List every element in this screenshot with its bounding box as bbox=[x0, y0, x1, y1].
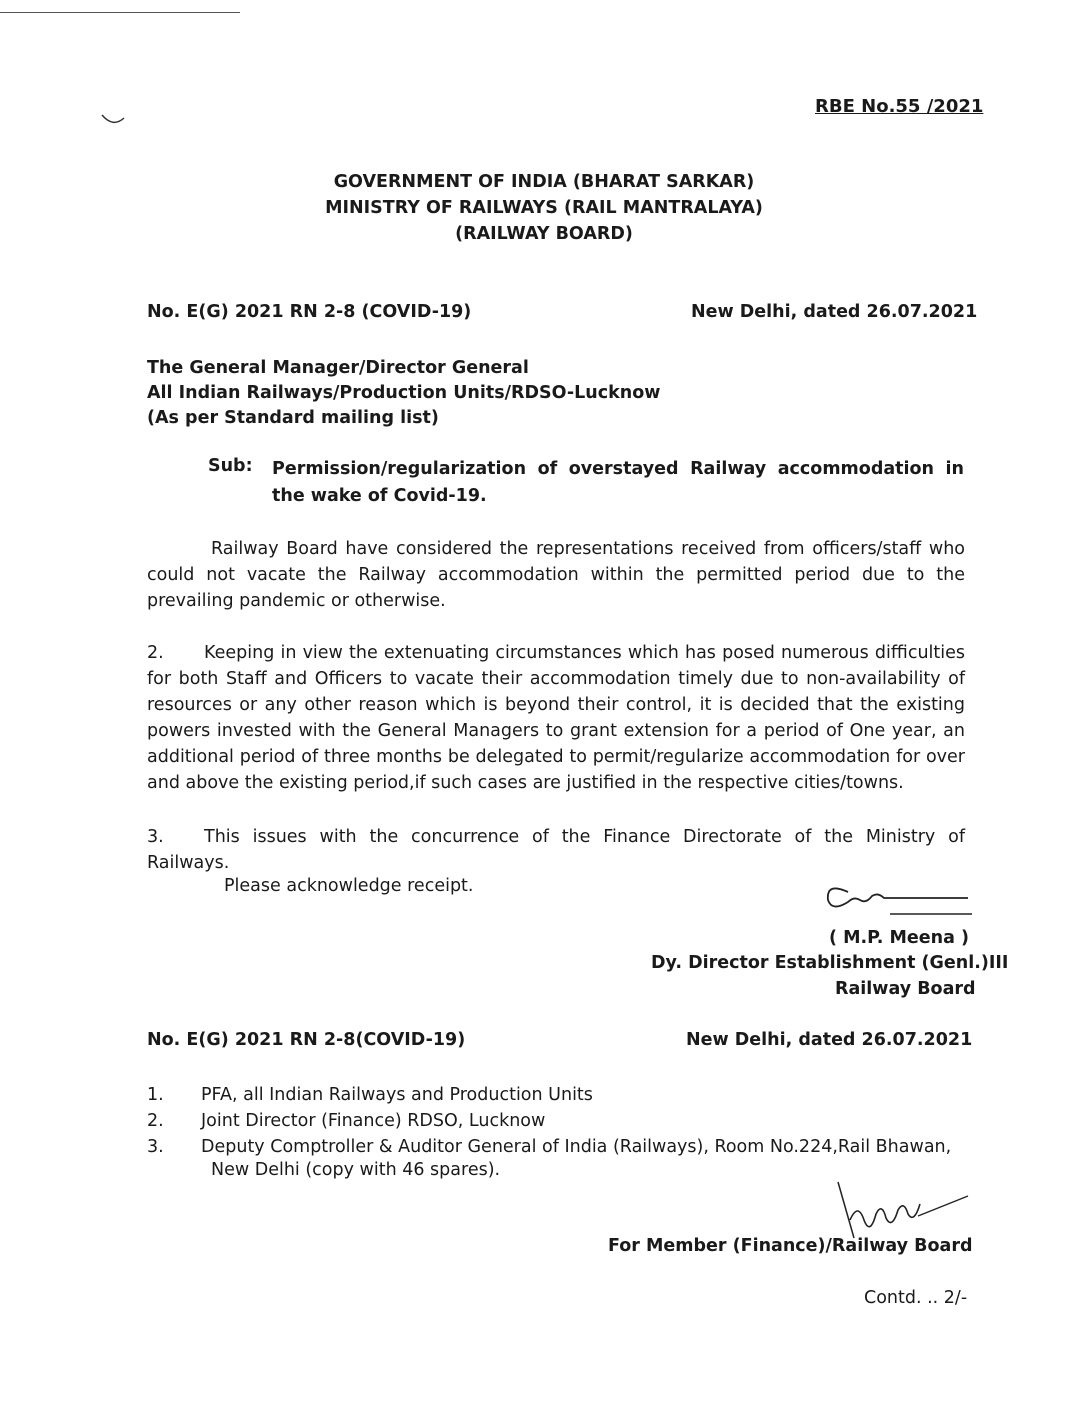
file-number: No. E(G) 2021 RN 2-8 (COVID-19) bbox=[147, 302, 472, 322]
subject-text: Permission/regularization of overstayed Railway accommodation in the wake of Covid-19. bbox=[272, 459, 964, 506]
signatory-office: Railway Board bbox=[835, 979, 976, 999]
list-item-continuation: New Delhi (copy with 46 spares). bbox=[211, 1160, 501, 1180]
list-item-text: Deputy Comptroller & Auditor General of India (Railways), Room No.224,Rail Bhawan, bbox=[201, 1137, 952, 1157]
header-government: GOVERNMENT OF INDIA (BHARAT SARKAR) bbox=[333, 172, 755, 192]
for-member-line: For Member (Finance)/Railway Board bbox=[608, 1236, 973, 1256]
ref-number: RBE No.55 /2021 bbox=[815, 96, 984, 117]
list-item-text: Joint Director (Finance) RDSO, Lucknow bbox=[201, 1111, 546, 1131]
paragraph-3 bbox=[147, 824, 965, 876]
copy-file-number: No. E(G) 2021 RN 2-8(COVID-19) bbox=[147, 1030, 466, 1050]
addressee-line-1: The General Manager/Director General bbox=[147, 358, 529, 378]
signatory-designation: Dy. Director Establishment (Genl.)III bbox=[651, 953, 1009, 973]
paragraph-1: Railway Board have considered the representations received from officers/staff who could not vacate the Railway accommodation within the permitted period due to the prevailing pandemic or otherwise. bbox=[147, 539, 965, 611]
header-board: (RAILWAY BOARD) bbox=[455, 224, 633, 244]
signature-mark-icon bbox=[818, 878, 978, 918]
paragraph-2-number: 2. bbox=[147, 643, 164, 663]
header-ministry: MINISTRY OF RAILWAYS (RAIL MANTRALAYA) bbox=[325, 198, 763, 218]
scan-mark-icon bbox=[100, 112, 126, 126]
list-item-text: PFA, all Indian Railways and Production Units bbox=[201, 1085, 593, 1105]
addressee-line-3: (As per Standard mailing list) bbox=[147, 408, 439, 428]
subject-label: Sub: bbox=[208, 456, 253, 476]
addressee-line-2: All Indian Railways/Production Units/RDSO-Lucknow bbox=[147, 383, 661, 403]
list-item-number: 3. bbox=[147, 1137, 164, 1157]
continued-marker: Contd. .. 2/- bbox=[864, 1288, 968, 1308]
paragraph-3-text: This issues with the concurrence of the Finance Directorate of the Ministry of Railways. bbox=[147, 827, 965, 873]
acknowledge-line: Please acknowledge receipt. bbox=[224, 876, 474, 896]
paragraph-2 bbox=[147, 640, 965, 796]
paragraph-3-number: 3. bbox=[147, 827, 164, 847]
copy-date: New Delhi, dated 26.07.2021 bbox=[686, 1030, 973, 1050]
scan-edge-line bbox=[0, 12, 240, 13]
paragraph-2-text: Keeping in view the extenuating circumstances which has posed numerous difficulties for both Staff and Officers to vacate their accommodation timely due to non-availability of resources or any other reason which is beyond their control, it is decided that the existing powers invested with the General Managers to grant extension for a period of One year, an additional period of three months be delegated to permit/regularize accommodation for over and above the existing period,if such cases are justified in the respective cities/towns. bbox=[147, 643, 965, 793]
list-item-number: 1. bbox=[147, 1085, 164, 1105]
list-item-number: 2. bbox=[147, 1111, 164, 1131]
letter-date: New Delhi, dated 26.07.2021 bbox=[691, 302, 978, 322]
signatory-name: ( M.P. Meena ) bbox=[829, 928, 970, 948]
